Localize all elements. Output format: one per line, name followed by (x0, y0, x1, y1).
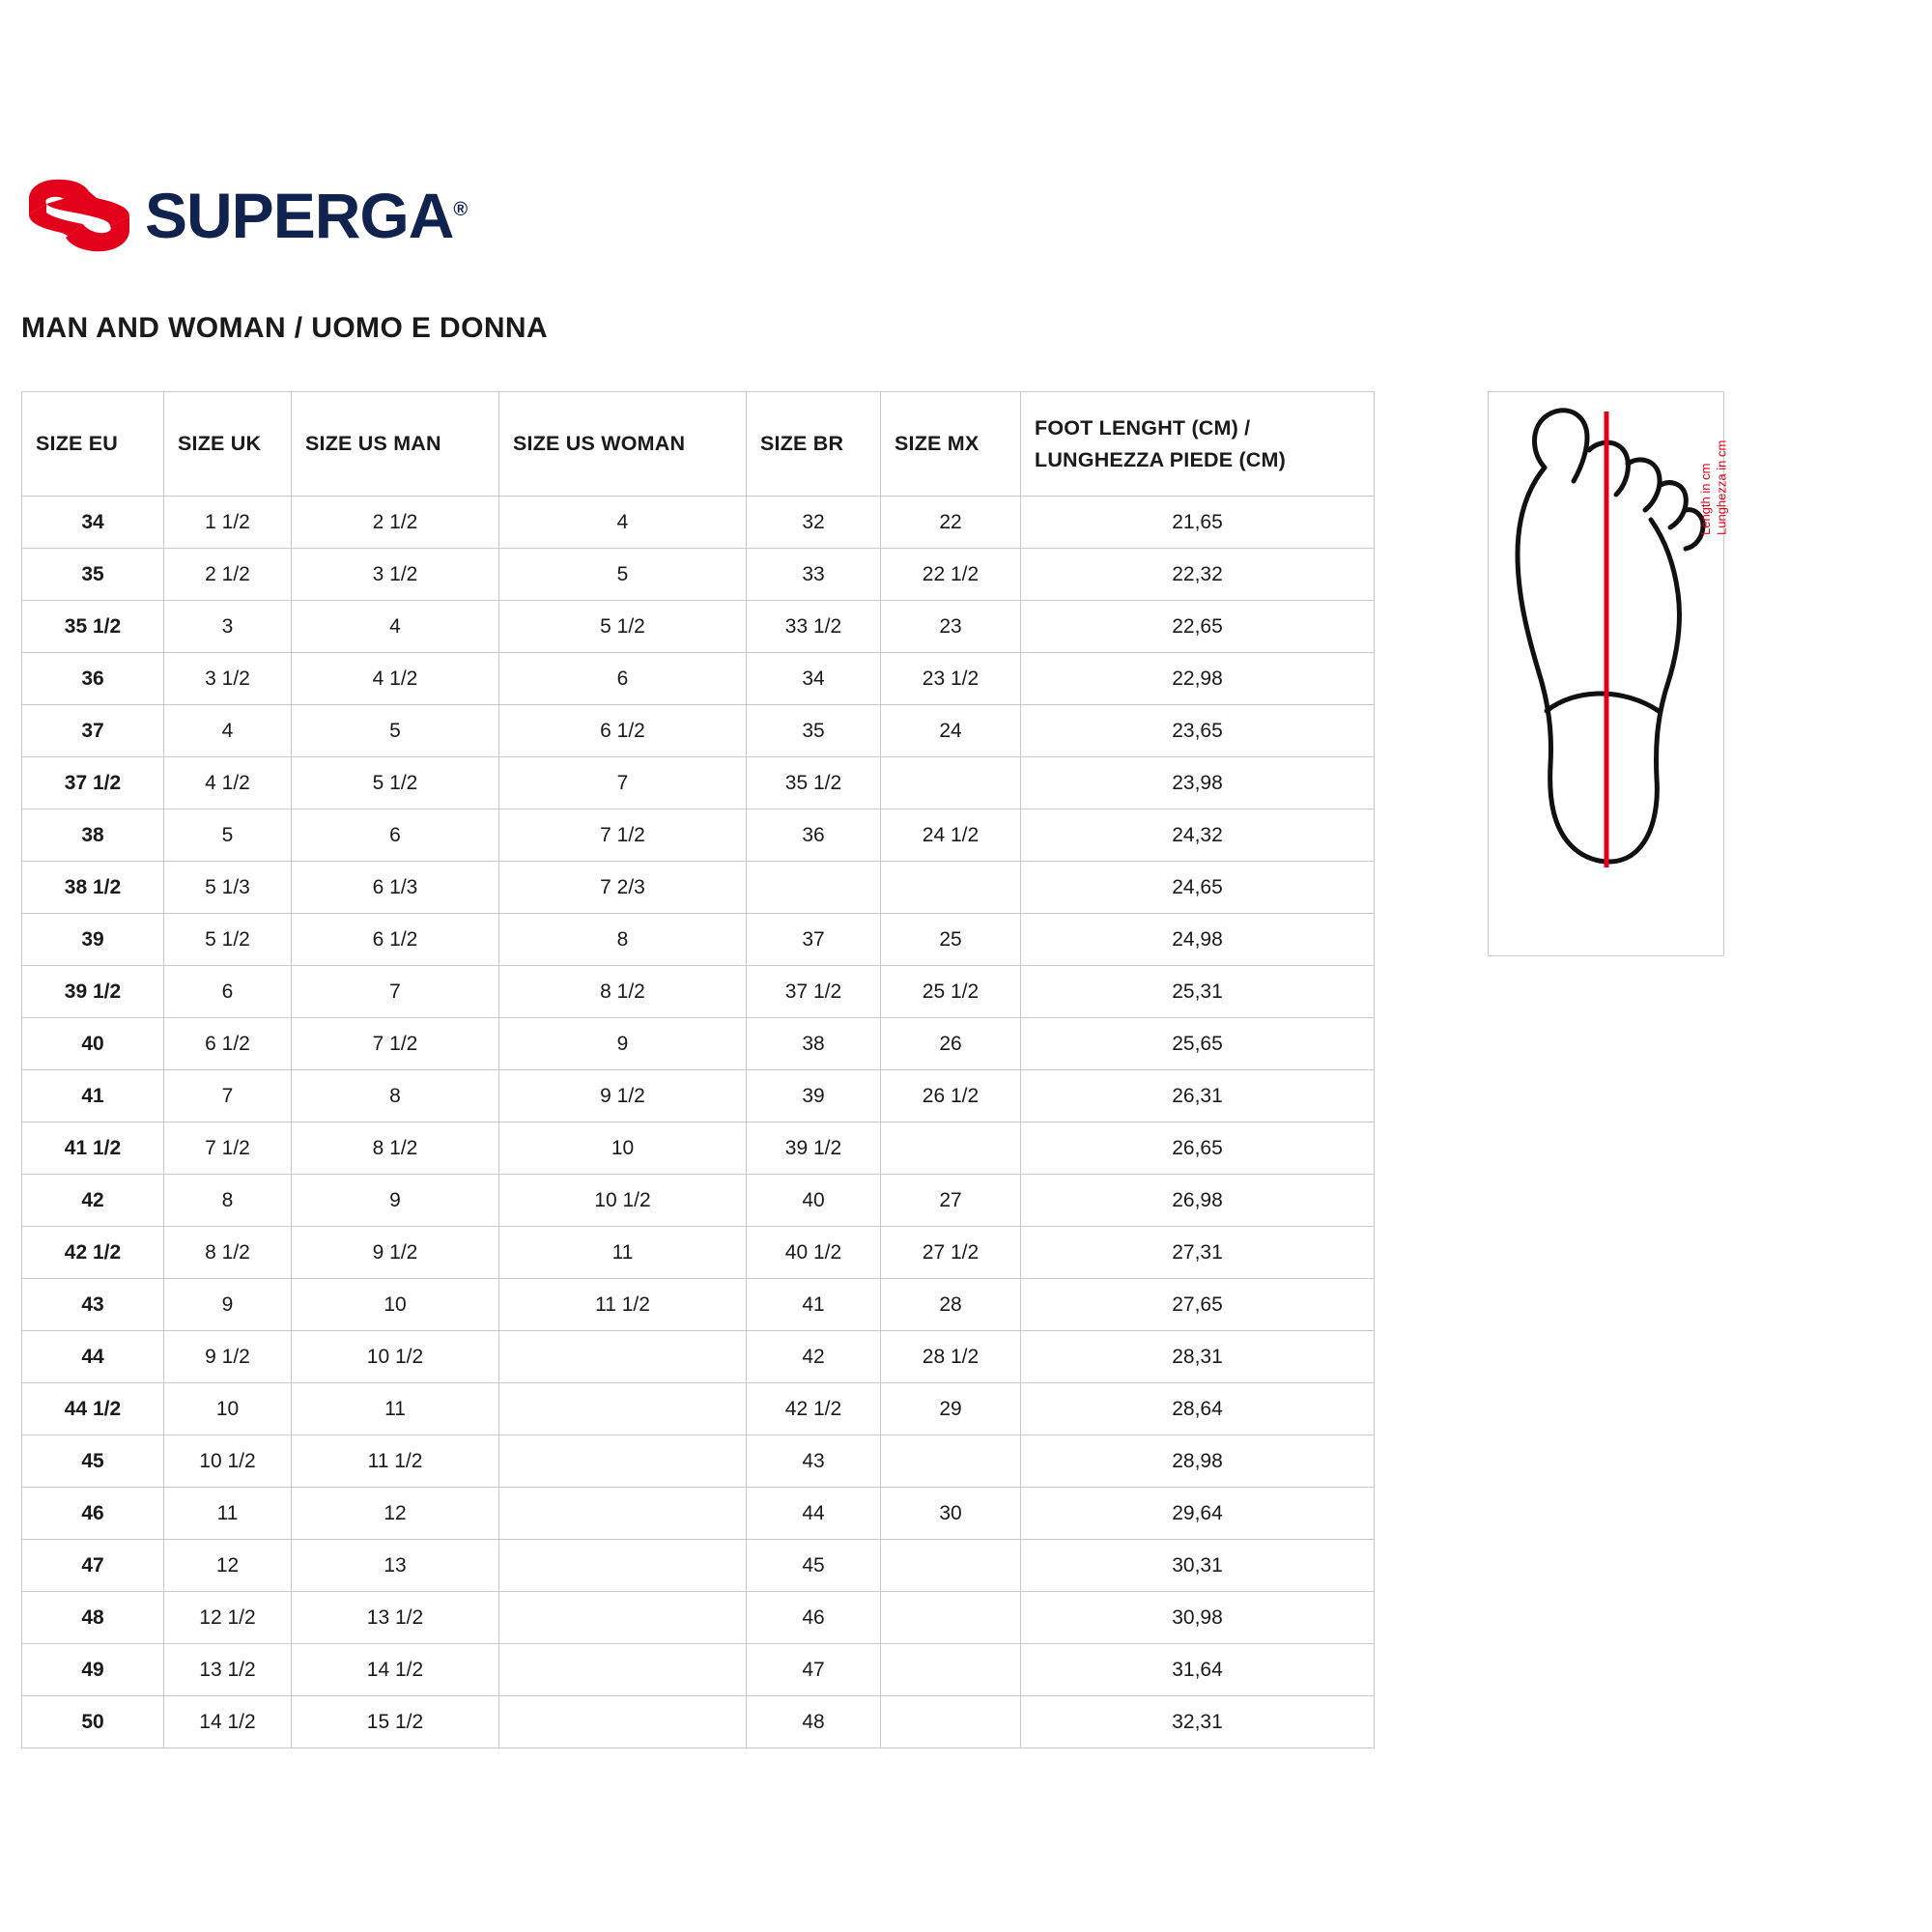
cell-size-br: 35 (747, 705, 881, 757)
registered-mark: ® (453, 199, 468, 220)
cell-size-eu: 36 (22, 653, 164, 705)
cell-size-us-woman: 5 (499, 549, 747, 601)
cell-size-br: 36 (747, 810, 881, 862)
cell-size-eu: 42 (22, 1175, 164, 1227)
cell-foot-length: 28,98 (1021, 1435, 1375, 1488)
table-row (22, 653, 1375, 705)
cell-size-uk: 12 (164, 1540, 292, 1592)
length-label-it: Lunghezza in cm (1714, 440, 1729, 535)
table-row (22, 705, 1375, 757)
table-row (22, 757, 1375, 810)
cell-size-mx: 24 1/2 (881, 810, 1021, 862)
cell-size-us-man: 3 1/2 (292, 549, 499, 601)
cell-size-mx (881, 1122, 1021, 1175)
cell-foot-length: 26,98 (1021, 1175, 1375, 1227)
cell-size-br: 42 (747, 1331, 881, 1383)
cell-size-us-man: 9 1/2 (292, 1227, 499, 1279)
cell-size-uk: 13 1/2 (164, 1644, 292, 1696)
foot-measurement-diagram (1488, 391, 1729, 956)
cell-size-br: 32 (747, 497, 881, 549)
cell-size-mx: 27 1/2 (881, 1227, 1021, 1279)
cell-size-eu: 34 (22, 497, 164, 549)
cell-foot-length: 26,31 (1021, 1070, 1375, 1122)
cell-size-uk: 6 1/2 (164, 1018, 292, 1070)
table-row (22, 1435, 1375, 1488)
header-size-mx: SIZE MX (881, 392, 1021, 497)
cell-size-us-man: 7 1/2 (292, 1018, 499, 1070)
cell-size-us-man: 13 1/2 (292, 1592, 499, 1644)
cell-size-eu: 43 (22, 1279, 164, 1331)
cell-size-us-man: 6 1/3 (292, 862, 499, 914)
cell-size-br: 41 (747, 1279, 881, 1331)
cell-size-us-man: 10 (292, 1279, 499, 1331)
cell-size-mx: 25 1/2 (881, 966, 1021, 1018)
cell-size-us-man: 7 (292, 966, 499, 1018)
size-conversion-table (21, 391, 1375, 1748)
table-row (22, 1279, 1375, 1331)
cell-size-br: 35 1/2 (747, 757, 881, 810)
cell-size-us-woman: 4 (499, 497, 747, 549)
cell-foot-length: 22,65 (1021, 601, 1375, 653)
cell-size-eu: 39 1/2 (22, 966, 164, 1018)
table-row (22, 914, 1375, 966)
cell-foot-length: 26,65 (1021, 1122, 1375, 1175)
cell-size-mx: 24 (881, 705, 1021, 757)
cell-size-us-man: 10 1/2 (292, 1331, 499, 1383)
cell-size-br (747, 862, 881, 914)
foot-outline-icon (1489, 392, 1723, 955)
header-foot-length-line2: LUNGHEZZA PIEDE (CM) (1035, 447, 1286, 471)
cell-foot-length: 27,31 (1021, 1227, 1375, 1279)
cell-size-mx (881, 1592, 1021, 1644)
cell-size-mx: 25 (881, 914, 1021, 966)
header-size-br: SIZE BR (747, 392, 881, 497)
cell-size-us-woman (499, 1696, 747, 1748)
cell-size-us-woman: 7 2/3 (499, 862, 747, 914)
cell-size-eu: 38 1/2 (22, 862, 164, 914)
cell-size-eu: 44 1/2 (22, 1383, 164, 1435)
cell-size-br: 40 (747, 1175, 881, 1227)
superga-s-logo-icon (21, 176, 137, 255)
cell-size-uk: 14 1/2 (164, 1696, 292, 1748)
cell-size-mx: 23 (881, 601, 1021, 653)
cell-size-us-woman: 8 1/2 (499, 966, 747, 1018)
cell-size-us-man: 11 (292, 1383, 499, 1435)
cell-size-br: 45 (747, 1540, 881, 1592)
cell-size-uk: 7 1/2 (164, 1122, 292, 1175)
cell-foot-length: 23,98 (1021, 757, 1375, 810)
cell-size-us-man: 8 (292, 1070, 499, 1122)
cell-size-eu: 41 (22, 1070, 164, 1122)
cell-size-eu: 50 (22, 1696, 164, 1748)
length-label-en: Length in cm (1698, 463, 1713, 535)
cell-size-us-man: 12 (292, 1488, 499, 1540)
cell-size-br: 33 1/2 (747, 601, 881, 653)
page-title: MAN AND WOMAN / UOMO E DONNA (21, 312, 549, 344)
table-row (22, 1331, 1375, 1383)
cell-size-eu: 38 (22, 810, 164, 862)
cell-size-uk: 11 (164, 1488, 292, 1540)
cell-size-br: 37 1/2 (747, 966, 881, 1018)
cell-size-us-woman (499, 1435, 747, 1488)
cell-size-br: 46 (747, 1592, 881, 1644)
table-header-row (22, 392, 1375, 497)
cell-size-br: 34 (747, 653, 881, 705)
cell-size-us-woman: 9 (499, 1018, 747, 1070)
cell-size-uk: 8 1/2 (164, 1227, 292, 1279)
cell-size-us-man: 14 1/2 (292, 1644, 499, 1696)
cell-foot-length: 22,32 (1021, 549, 1375, 601)
cell-size-uk: 9 (164, 1279, 292, 1331)
cell-size-br: 39 1/2 (747, 1122, 881, 1175)
table-row (22, 810, 1375, 862)
cell-size-us-man: 13 (292, 1540, 499, 1592)
cell-foot-length: 31,64 (1021, 1644, 1375, 1696)
header-size-us-man: SIZE US MAN (292, 392, 499, 497)
cell-foot-length: 30,98 (1021, 1592, 1375, 1644)
table-row (22, 966, 1375, 1018)
cell-size-mx: 22 1/2 (881, 549, 1021, 601)
header-size-us-woman: SIZE US WOMAN (499, 392, 747, 497)
cell-size-eu: 42 1/2 (22, 1227, 164, 1279)
cell-size-mx: 26 (881, 1018, 1021, 1070)
cell-size-us-woman (499, 1488, 747, 1540)
cell-size-us-man: 2 1/2 (292, 497, 499, 549)
cell-size-eu: 47 (22, 1540, 164, 1592)
cell-size-us-woman (499, 1644, 747, 1696)
table-row (22, 497, 1375, 549)
cell-size-us-woman: 11 1/2 (499, 1279, 747, 1331)
cell-size-us-woman: 11 (499, 1227, 747, 1279)
cell-size-us-woman (499, 1540, 747, 1592)
cell-size-uk: 6 (164, 966, 292, 1018)
cell-size-eu: 37 1/2 (22, 757, 164, 810)
header-size-eu: SIZE EU (22, 392, 164, 497)
cell-foot-length: 24,98 (1021, 914, 1375, 966)
cell-size-uk: 5 1/3 (164, 862, 292, 914)
table-body (22, 497, 1375, 1748)
table-row (22, 1070, 1375, 1122)
cell-size-uk: 5 1/2 (164, 914, 292, 966)
cell-size-us-man: 5 1/2 (292, 757, 499, 810)
cell-size-mx: 26 1/2 (881, 1070, 1021, 1122)
table-row (22, 1018, 1375, 1070)
cell-size-uk: 3 1/2 (164, 653, 292, 705)
cell-size-mx: 23 1/2 (881, 653, 1021, 705)
cell-size-br: 47 (747, 1644, 881, 1696)
cell-size-uk: 12 1/2 (164, 1592, 292, 1644)
cell-size-eu: 35 (22, 549, 164, 601)
cell-size-uk: 7 (164, 1070, 292, 1122)
cell-size-us-woman: 7 (499, 757, 747, 810)
cell-size-br: 43 (747, 1435, 881, 1488)
cell-size-us-man: 11 1/2 (292, 1435, 499, 1488)
cell-foot-length: 25,65 (1021, 1018, 1375, 1070)
cell-size-us-man: 9 (292, 1175, 499, 1227)
cell-size-mx: 27 (881, 1175, 1021, 1227)
cell-size-eu: 35 1/2 (22, 601, 164, 653)
cell-size-eu: 40 (22, 1018, 164, 1070)
table-row (22, 1383, 1375, 1435)
cell-size-eu: 49 (22, 1644, 164, 1696)
cell-size-us-man: 15 1/2 (292, 1696, 499, 1748)
table-row (22, 862, 1375, 914)
cell-size-mx (881, 1435, 1021, 1488)
brand-logo (21, 176, 467, 255)
cell-size-eu: 45 (22, 1435, 164, 1488)
cell-size-br: 39 (747, 1070, 881, 1122)
cell-size-us-woman (499, 1331, 747, 1383)
cell-size-br: 48 (747, 1696, 881, 1748)
cell-size-us-woman (499, 1592, 747, 1644)
cell-size-mx (881, 1644, 1021, 1696)
header-size-uk: SIZE UK (164, 392, 292, 497)
cell-size-us-woman (499, 1383, 747, 1435)
cell-size-us-woman: 9 1/2 (499, 1070, 747, 1122)
cell-size-mx: 30 (881, 1488, 1021, 1540)
table-row (22, 1227, 1375, 1279)
length-label (1698, 400, 1729, 535)
cell-foot-length: 28,64 (1021, 1383, 1375, 1435)
cell-size-mx: 22 (881, 497, 1021, 549)
cell-size-us-man: 4 1/2 (292, 653, 499, 705)
cell-size-us-woman: 6 (499, 653, 747, 705)
cell-size-us-man: 6 1/2 (292, 914, 499, 966)
table-row (22, 1696, 1375, 1748)
cell-size-br: 33 (747, 549, 881, 601)
table-header (22, 392, 1375, 497)
cell-size-uk: 2 1/2 (164, 549, 292, 601)
cell-size-eu: 48 (22, 1592, 164, 1644)
cell-foot-length: 32,31 (1021, 1696, 1375, 1748)
cell-size-br: 44 (747, 1488, 881, 1540)
cell-size-eu: 46 (22, 1488, 164, 1540)
table-row (22, 1592, 1375, 1644)
cell-size-eu: 41 1/2 (22, 1122, 164, 1175)
table-row (22, 601, 1375, 653)
cell-size-uk: 3 (164, 601, 292, 653)
cell-foot-length: 25,31 (1021, 966, 1375, 1018)
table-row (22, 1488, 1375, 1540)
cell-size-br: 40 1/2 (747, 1227, 881, 1279)
table-row (22, 1644, 1375, 1696)
cell-foot-length: 23,65 (1021, 705, 1375, 757)
cell-size-us-man: 4 (292, 601, 499, 653)
cell-size-us-man: 6 (292, 810, 499, 862)
cell-size-br: 37 (747, 914, 881, 966)
cell-size-mx (881, 1540, 1021, 1592)
cell-size-us-man: 8 1/2 (292, 1122, 499, 1175)
cell-size-uk: 5 (164, 810, 292, 862)
cell-size-eu: 44 (22, 1331, 164, 1383)
cell-size-us-man: 5 (292, 705, 499, 757)
cell-size-mx (881, 757, 1021, 810)
cell-foot-length: 24,32 (1021, 810, 1375, 862)
table-row (22, 1175, 1375, 1227)
table-row (22, 1540, 1375, 1592)
cell-size-mx (881, 862, 1021, 914)
cell-size-eu: 39 (22, 914, 164, 966)
cell-size-us-woman: 6 1/2 (499, 705, 747, 757)
cell-foot-length: 24,65 (1021, 862, 1375, 914)
cell-foot-length: 21,65 (1021, 497, 1375, 549)
cell-size-br: 38 (747, 1018, 881, 1070)
header-foot-length (1021, 392, 1375, 497)
cell-size-uk: 4 (164, 705, 292, 757)
header-foot-length-line1: FOOT LENGHT (CM) / (1035, 416, 1251, 440)
cell-size-mx: 29 (881, 1383, 1021, 1435)
size-table-container (21, 391, 1374, 1748)
table-row (22, 549, 1375, 601)
cell-size-uk: 1 1/2 (164, 497, 292, 549)
cell-size-us-woman: 10 1/2 (499, 1175, 747, 1227)
cell-size-us-woman: 8 (499, 914, 747, 966)
cell-foot-length: 30,31 (1021, 1540, 1375, 1592)
cell-size-uk: 9 1/2 (164, 1331, 292, 1383)
cell-foot-length: 29,64 (1021, 1488, 1375, 1540)
cell-size-eu: 37 (22, 705, 164, 757)
cell-foot-length: 28,31 (1021, 1331, 1375, 1383)
cell-size-us-woman: 5 1/2 (499, 601, 747, 653)
cell-size-uk: 4 1/2 (164, 757, 292, 810)
cell-size-mx: 28 (881, 1279, 1021, 1331)
cell-foot-length: 27,65 (1021, 1279, 1375, 1331)
cell-size-us-woman: 10 (499, 1122, 747, 1175)
cell-size-uk: 8 (164, 1175, 292, 1227)
cell-size-uk: 10 1/2 (164, 1435, 292, 1488)
cell-size-mx (881, 1696, 1021, 1748)
cell-size-mx: 28 1/2 (881, 1331, 1021, 1383)
cell-size-br: 42 1/2 (747, 1383, 881, 1435)
cell-foot-length: 22,98 (1021, 653, 1375, 705)
brand-wordmark (145, 180, 468, 251)
cell-size-uk: 10 (164, 1383, 292, 1435)
table-row (22, 1122, 1375, 1175)
cell-size-us-woman: 7 1/2 (499, 810, 747, 862)
brand-name-text: SUPERGA (145, 180, 454, 251)
